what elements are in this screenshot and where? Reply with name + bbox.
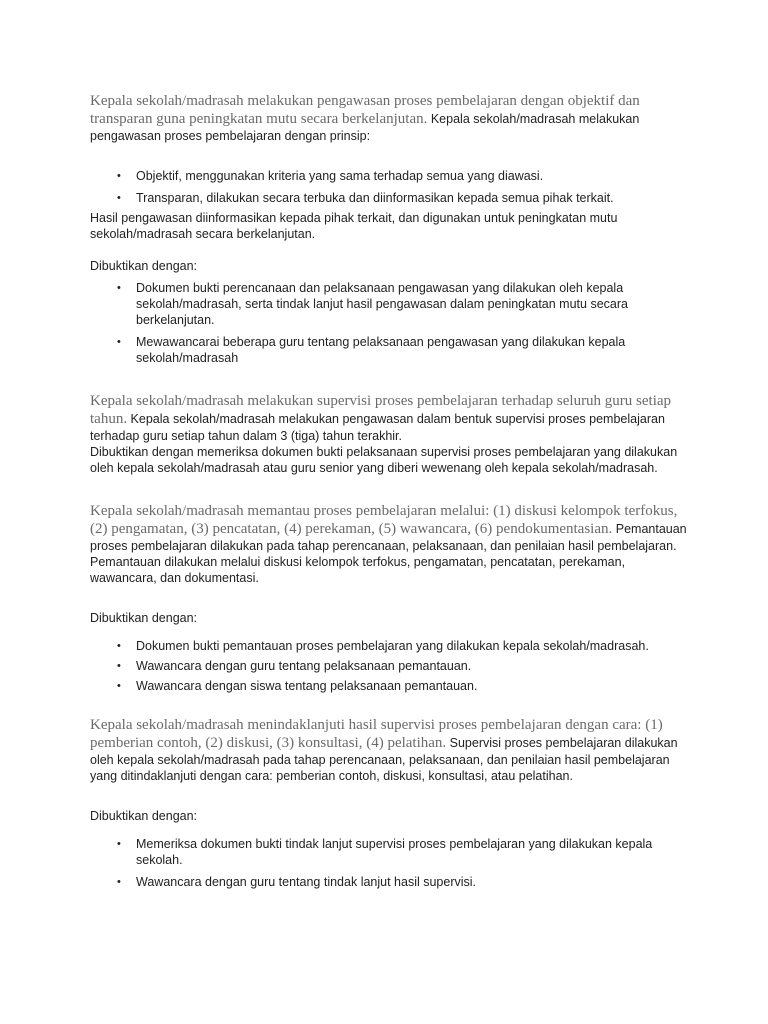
section-3-paragraph bbox=[90, 502, 690, 586]
bullet-icon: • bbox=[117, 660, 121, 672]
list-item bbox=[90, 658, 690, 674]
section-2-lead: Kepala sekolah/madrasah melakukan pengawasan dalam bentuk supervisi proses pembelajaran terhadap guru setiap tahun dalam 3 (tiga) tahun terakhir. bbox=[90, 412, 665, 443]
list-item bbox=[90, 190, 690, 206]
section-2-after-text: Dibuktikan dengan memeriksa dokumen bukti pelaksanaan supervisi proses pembelajaran yang dilakukan oleh kepala sekolah/madrasah atau guru senior yang diberi wewenang oleh kepala sekolah/madrasah. bbox=[90, 445, 678, 475]
bullet-icon: • bbox=[117, 838, 121, 850]
list-item bbox=[90, 638, 690, 654]
section-1-evidence-label: Dibuktikan dengan: bbox=[90, 259, 198, 273]
section-1-lead: Kepala sekolah/madrasah melakukan pengawasan proses pembelajaran dengan prinsip: bbox=[90, 112, 640, 143]
list-item-text: Wawancara dengan guru tentang tindak lanjut hasil supervisi. bbox=[136, 875, 477, 889]
bullet-icon: • bbox=[117, 876, 121, 888]
section-2-paragraph bbox=[90, 392, 690, 444]
document-page bbox=[90, 92, 690, 890]
list-item bbox=[90, 280, 690, 328]
section-4-evidence-label: Dibuktikan dengan: bbox=[90, 809, 198, 823]
list-item-text: Objektif, menggunakan kriteria yang sama terhadap semua yang diawasi. bbox=[136, 169, 544, 183]
bullet-icon: • bbox=[117, 282, 121, 294]
list-item bbox=[90, 168, 690, 184]
section-4-lead: Supervisi proses pembelajaran dilakukan oleh kepala sekolah/madrasah pada tahap perencanaan, pelaksanaan, dan penilaian hasil pembelajaran yang ditindaklanjuti dengan cara: pemberian contoh, diskusi, konsultasi, atau pelatihan. bbox=[90, 736, 678, 783]
bullet-icon: • bbox=[117, 680, 121, 692]
section-1-bullet-list bbox=[90, 168, 690, 206]
list-item-text: Wawancara dengan guru tentang pelaksanaan pemantauan. bbox=[136, 659, 472, 673]
section-1-evidence-list bbox=[90, 280, 690, 366]
list-item-text: Dokumen bukti perencanaan dan pelaksanaan pengawasan yang dilakukan oleh kepala sekolah/madrasah, serta tindak lanjut hasil pengawasan dalam peningkatan mutu secara berkelanjutan. bbox=[136, 281, 628, 327]
section-1-heading: Kepala sekolah/madrasah melakukan pengawasan proses pembelajaran dengan objektif dan transparan guna peningkatan mutu secara berkelanjutan. bbox=[90, 93, 640, 127]
section-1-after-text: Hasil pengawasan diinformasikan kepada pihak terkait, dan digunakan untuk peningkatan mutu sekolah/madrasah secara berkelanjutan. bbox=[90, 211, 618, 241]
bullet-icon: • bbox=[117, 192, 121, 204]
section-3-heading: Kepala sekolah/madrasah memantau proses pembelajaran melalui: (1) diskusi kelompok terfokus, (2) pengamatan, (3) pencatatan, (4) perekaman, (5) wawancara, (6) pendokumentasian. bbox=[90, 503, 678, 537]
list-item-text: Transparan, dilakukan secara terbuka dan diinformasikan kepada semua pihak terkait. bbox=[136, 191, 614, 205]
list-item-text: Dokumen bukti pemantauan proses pembelajaran yang dilakukan kepala sekolah/madrasah. bbox=[136, 639, 649, 653]
section-3-evidence-label: Dibuktikan dengan: bbox=[90, 611, 198, 625]
list-item-text: Mewawancarai beberapa guru tentang pelaksanaan pengawasan yang dilakukan kepala sekolah/madrasah bbox=[136, 335, 626, 365]
list-item bbox=[90, 678, 690, 694]
list-item-text: Memeriksa dokumen bukti tindak lanjut supervisi proses pembelajaran yang dilakukan kepala sekolah. bbox=[136, 837, 653, 867]
section-3-lead: Pemantauan proses pembelajaran dilakukan pada tahap perencanaan, pelaksanaan, dan penilaian hasil pembelajaran. Pemantauan dilakukan melalui diskusi kelompok terfokus, pengamatan, pencatatan, perekaman, wawancara, dan dokumentasi. bbox=[90, 522, 687, 585]
bullet-icon: • bbox=[117, 170, 121, 182]
list-item-text: Wawancara dengan siswa tentang pelaksanaan pemantauan. bbox=[136, 679, 478, 693]
section-4-paragraph bbox=[90, 716, 690, 784]
list-item bbox=[90, 874, 690, 890]
section-4-evidence-list bbox=[90, 836, 690, 890]
list-item bbox=[90, 334, 690, 366]
section-2-heading: Kepala sekolah/madrasah melakukan supervisi proses pembelajaran terhadap seluruh guru setiap tahun. bbox=[90, 393, 672, 427]
bullet-icon: • bbox=[117, 336, 121, 348]
bullet-icon: • bbox=[117, 640, 121, 652]
section-3-evidence-list bbox=[90, 638, 690, 694]
section-1-paragraph bbox=[90, 92, 690, 144]
section-4-heading: Kepala sekolah/madrasah menindaklanjuti hasil supervisi proses pembelajaran dengan cara: (1) pemberian contoh, (2) diskusi, (3) konsultasi, (4) pelatihan. bbox=[90, 717, 663, 751]
list-item bbox=[90, 836, 690, 868]
